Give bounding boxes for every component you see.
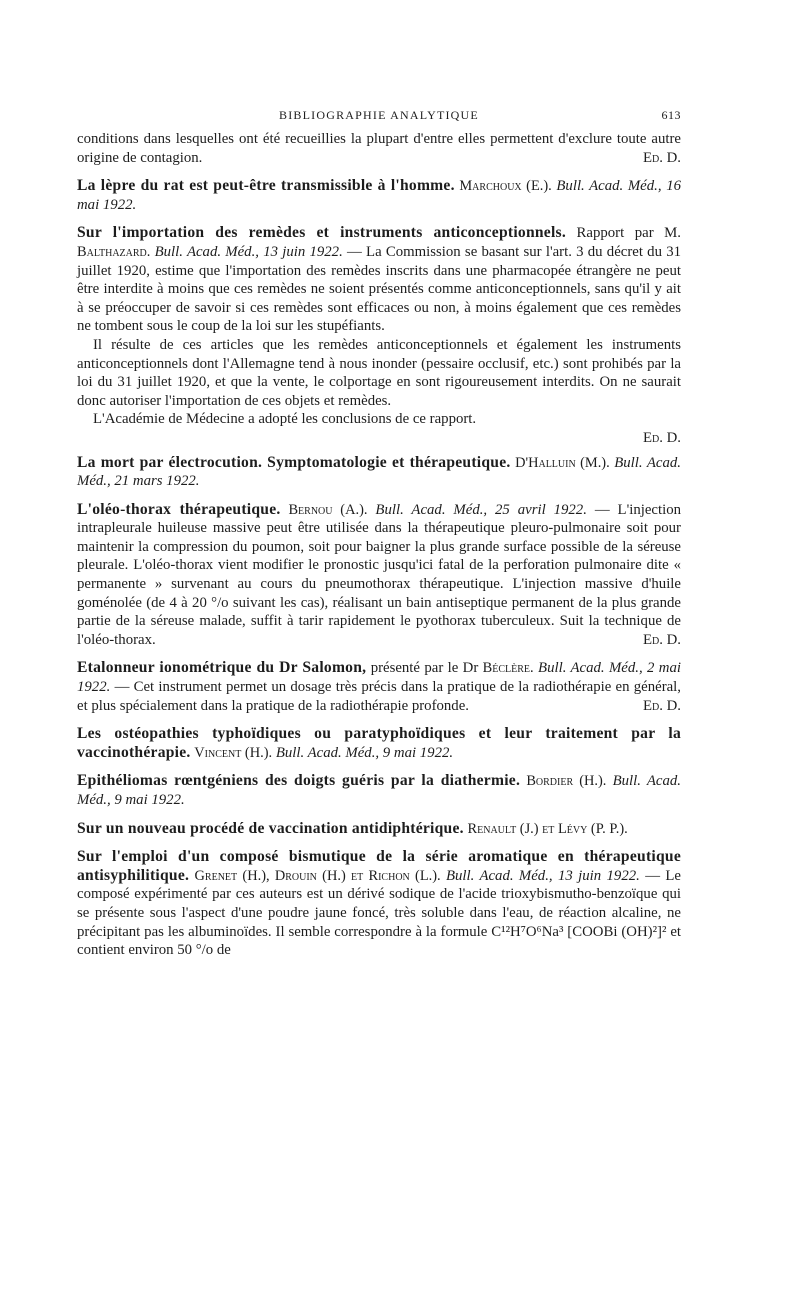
entry-reference: Bull. Acad. Méd., 13 juin 1922.	[154, 243, 343, 260]
entry-author: Renault (J.) et Lévy (P. P.).	[467, 820, 628, 837]
entry-title: Sur un nouveau procédé de vaccination antidiphtérique.	[77, 819, 464, 837]
bibliography-entry	[77, 820, 681, 839]
bibliography-entry	[77, 772, 681, 809]
entry-body: — Cet instrument permet un dosage très précis dans la pratique de la radiothérapie en général, et plus spécialement dans la pratique de la radiothérapie profonde.	[77, 679, 681, 714]
entry-reference: Bull. Acad. Méd., 16 mai 1922.	[77, 178, 681, 213]
entry-reference: Bull. Acad. Méd., 9 mai 1922.	[275, 744, 454, 761]
bibliography-entry	[77, 848, 681, 960]
entry-body: — Le composé expérimenté par ces auteurs est un dérivé sodique de l'acide trioxybismutho-benzoïque qui se présente sous l'aspect d'une poudre jaune foncé, très soluble dans l'eau, de réaction alcaline, ne précipitant pas les albuminoïdes. Il semble correspondre à la formule C¹²H⁷O⁶Na³ [COOBi (OH)²]² et contient environ 50 °/o de	[77, 867, 681, 959]
entry-author: Grenet (H.), Drouin (H.) et Richon (L.).	[194, 867, 441, 884]
bibliography-entry	[77, 177, 681, 214]
entry-title: Les ostéopathies typhoïdiques ou paratyphoïdiques et leur traitement par la vaccinothérapie.	[77, 725, 681, 761]
entry-reference: Bull. Acad. Méd., 2 mai 1922.	[77, 660, 681, 696]
entry-reference: Bull. Acad. Méd., 21 mars 1922.	[77, 454, 681, 490]
bibliography-entry	[77, 725, 681, 762]
entry-lead: Rapport par M.	[576, 225, 681, 242]
entry-lead: présenté par le Dr	[370, 660, 479, 677]
entry-paragraph: L'Académie de Médecine a adopté les conclusions de ce rapport.	[93, 411, 477, 428]
intro-text: conditions dans lesquelles ont été recueillies la plupart d'entre elles permettent d'exclure toute autre origine de contagion.	[77, 131, 681, 166]
entry-title: Etalonneur ionométrique du Dr Salomon,	[77, 659, 367, 677]
bibliography-entry	[77, 501, 681, 650]
page-number: 613	[661, 108, 681, 122]
entry-signature: Ed. D.	[642, 697, 681, 714]
document-page	[77, 104, 681, 960]
entry-signature: Ed. D.	[642, 429, 681, 446]
entry-title: L'oléo-thorax thérapeutique.	[77, 500, 281, 518]
entry-author: Béclère.	[482, 660, 534, 677]
header-title: BIBLIOGRAPHIE ANALYTIQUE	[279, 108, 479, 122]
intro-signature: Ed. D.	[642, 149, 681, 166]
entry-signature: Ed. D.	[642, 631, 681, 648]
entry-author: Vincent (H.).	[194, 744, 273, 761]
entry-body: — La Commission se basant sur l'art. 3 du décret du 31 juillet 1920, estime que l'importation des remèdes inscrits dans une pharmacopée étrangère ne peut être interdite à moins que ces remèdes ne soient présentés comme anticonceptionnels, sans qu'il y ait à se préoccuper de savoir si ces remèdes sont efficaces ou non, à moins également que ces remèdes ne tombent sous le coup de la loi sur les stupéfiants.	[77, 243, 681, 335]
entry-author: D'Halluin (M.).	[515, 454, 610, 471]
entry-author: Bordier (H.).	[526, 773, 607, 790]
entry-author: Balthazard.	[77, 243, 151, 260]
entry-title: Epithéliomas rœntgéniens des doigts guéris par la diathermie.	[77, 772, 521, 790]
running-header	[77, 104, 681, 130]
bibliography-entry	[77, 224, 681, 336]
entry-title: La mort par électrocution. Symptomatologie et thérapeutique.	[77, 453, 511, 471]
entry-reference: Bull. Acad. Méd., 25 avril 1922.	[375, 501, 587, 518]
intro-paragraph	[77, 130, 681, 167]
entry-paragraph: Il résulte de ces articles que les remèdes anticonceptionnels et également les instruments anticonceptionnels dont l'Allemagne tend à nous inonder (pessaire occlusif, etc.) sont prohibés par la loi du 31 juillet 1920, et que la vente, le colportage en sont rigoureusement interdits. On ne saurait donc autoriser l'importation de ces objets et remèdes.	[77, 336, 681, 409]
entry-reference: Bull. Acad. Méd., 13 juin 1922.	[445, 867, 640, 884]
entry-author: Bernou (A.).	[288, 501, 368, 518]
entry-title: Sur l'importation des remèdes et instruments anticonceptionnels.	[77, 224, 567, 242]
entry-reference: Bull. Acad. Méd., 9 mai 1922.	[77, 773, 682, 808]
entry-author: Marchoux (E.).	[459, 178, 552, 195]
entry-title: La lèpre du rat est peut-être transmissible à l'homme.	[77, 177, 455, 195]
bibliography-entry	[77, 454, 681, 491]
entry-body: — L'injection intrapleurale huileuse massive peut être utilisée dans la thérapeutique pleuro-pulmonaire soit pour maintenir la compression du poumon, soit pour baigner la plus grande surface possible de la séreuse pleurale. L'oléo-thorax vient modifier le pronostic jusqu'ici fatal de la perforation pulmonaire dite « permanente » survenant au cours du pneumothorax thérapeutique. L'injection massive d'huile goménolée (de 4 à 20 °/o suivant les cas), réalisant un bain antiseptique permanent de la plus grande partie de la séreuse malade, suffit à tarir rapidement le pyothorax tuberculeux. Suit la technique de l'oléo-thorax.	[77, 501, 682, 648]
bibliography-entry	[77, 659, 681, 715]
entry-title: Sur l'emploi d'un composé bismutique de la série aromatique en thérapeutique antisyphilitique.	[77, 848, 681, 884]
